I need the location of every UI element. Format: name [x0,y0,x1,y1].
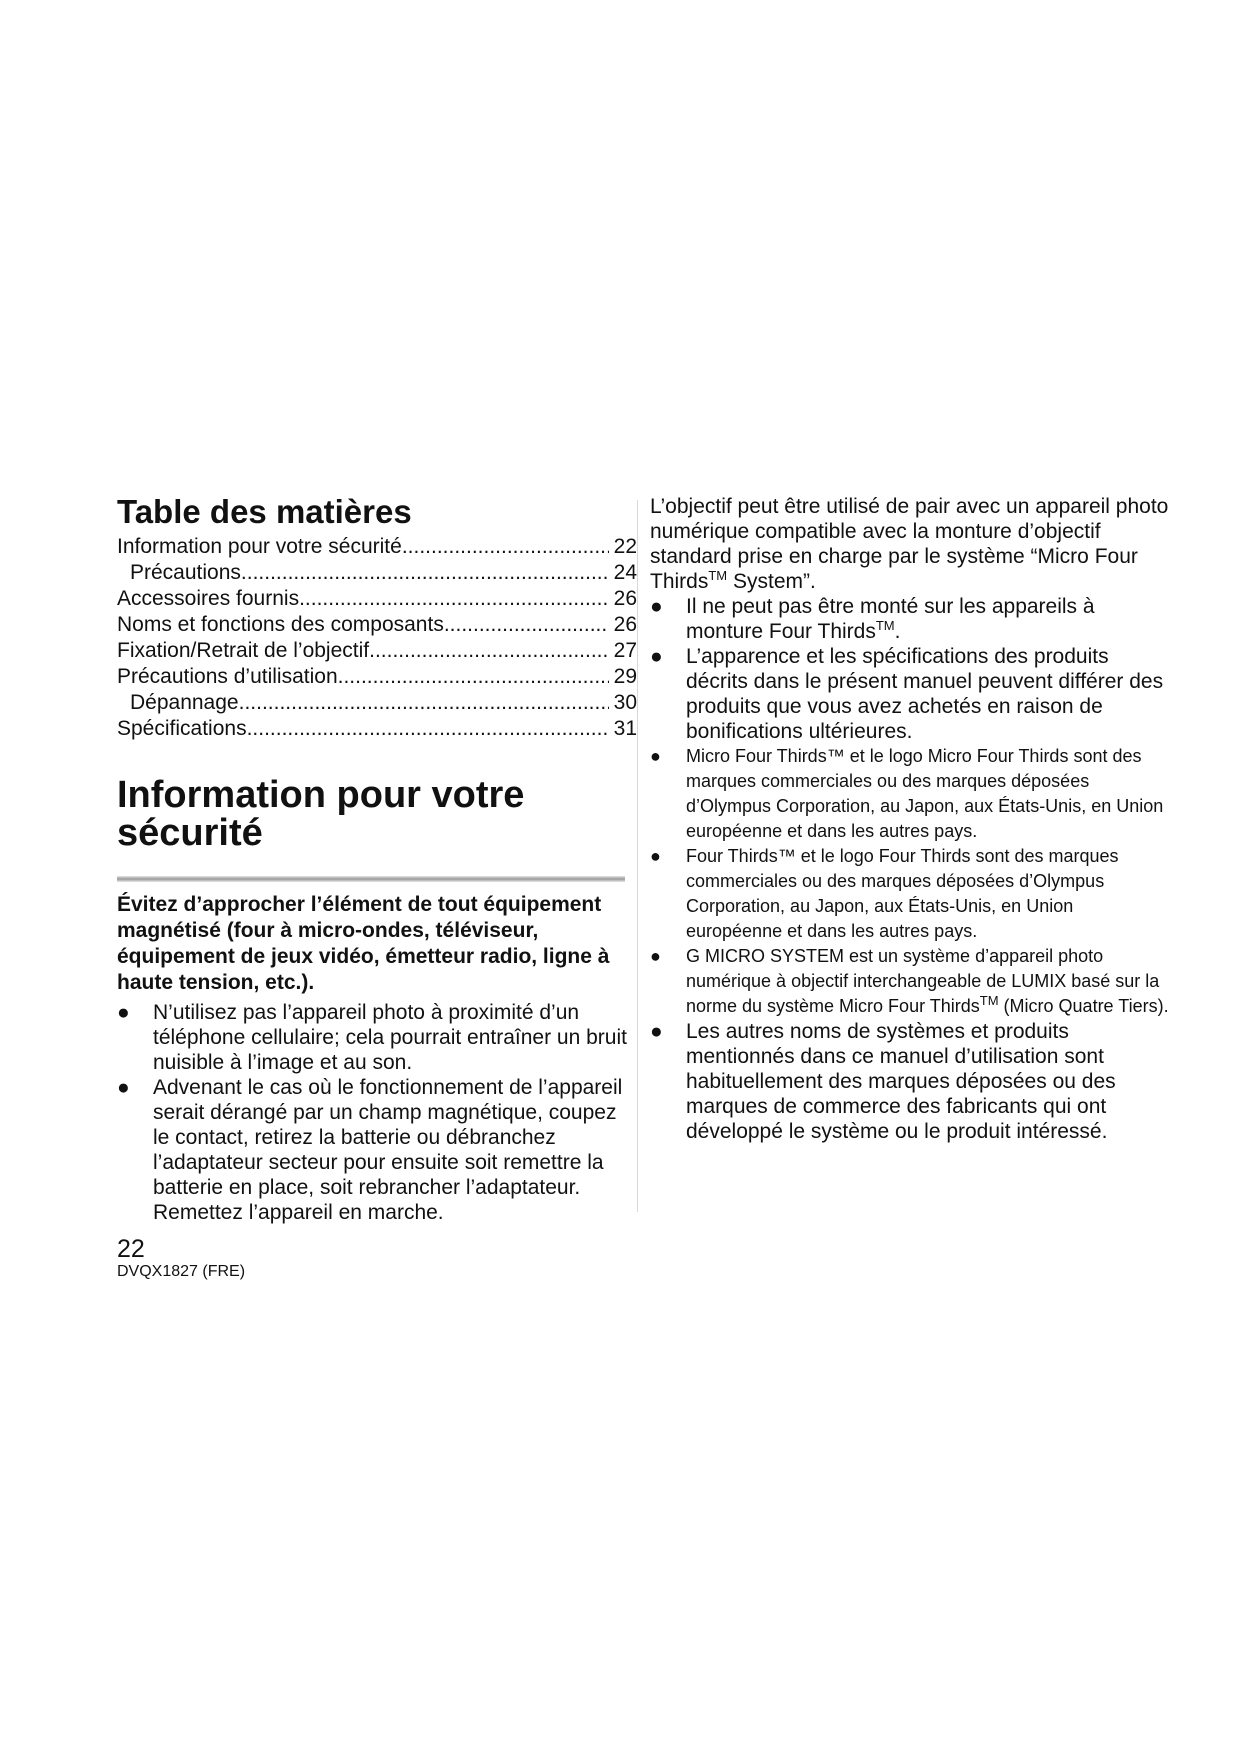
toc-entry-page: 22 [613,535,637,558]
info-bullet-text: Les autres noms de systèmes et produits mentionnés dans ce manuel d’utilisation sont habituellement des marques déposées ou des marques de commerce des fabricants qui ont développé le système ou le produit intéressé. [686,1020,1116,1143]
left-column [117,492,637,1281]
safety-title-line2: sécurité [117,812,263,854]
section-rule [117,876,625,882]
info-bullet [650,594,1170,644]
info-bullet [650,1019,1170,1144]
mount-note: Il ne peut pas être monté sur les appareils à monture Four Thirds [686,595,1095,643]
toc-entry [117,612,637,638]
mount-note-end: . [894,620,901,643]
g-micro-note-end: (Micro Quatre Tiers). [998,996,1169,1016]
bullet-icon: ● [650,1020,663,1043]
toc-entry-label: Information pour votre sécurité [117,535,402,558]
lens-compatibility-intro [650,494,1170,594]
toc-entry [117,534,637,560]
toc-entry [117,664,637,690]
toc-leader-dots [369,638,609,664]
toc-entry-label: Précautions d’utilisation [117,665,338,688]
bullet-icon: ● [650,946,661,966]
info-bullet-text: L’apparence et les spécifications des produits décrits dans le présent manuel peuvent différer des produits que vous avez achetés en raison de bonifications ultérieures. [686,645,1164,743]
toc-entry-page: 24 [613,561,637,584]
safety-title [117,776,637,852]
toc-leader-dots [241,560,609,586]
toc-entry-page: 30 [613,691,637,714]
safety-bullet [117,1000,637,1075]
toc-entry-page: 26 [613,587,637,610]
toc-entry-page: 27 [613,639,637,662]
bullet-icon: ● [650,846,661,866]
info-bullet-text [668,944,1170,1019]
toc-leader-dots [239,690,609,716]
bullet-icon: ● [650,645,663,668]
toc-entry-label: Spécifications [117,717,247,740]
info-bullet-text [668,594,1170,644]
toc-entry-page: 29 [613,665,637,688]
toc-leader-dots [338,664,609,690]
info-bullet [650,944,1170,1019]
info-bullet [650,644,1170,744]
bullet-icon: ● [650,595,663,618]
bullet-icon: ● [650,746,661,766]
info-bullet-text: Four Thirds™ et le logo Four Thirds sont des marques commerciales ou des marques déposées d’Olympus Corporation, au Japon, aux États-Unis, en Union européenne et dans les autres pays. [686,846,1119,941]
bullet-icon: ● [117,1076,130,1099]
info-bullet-text: Micro Four Thirds™ et le logo Micro Four Thirds sont des marques commerciales ou des marques déposées d’Olympus Corporation, au Japon, aux États-Unis, en Union européenne et dans les autres pays. [686,746,1164,841]
toc-leader-dots [247,716,609,742]
intro-text-end: System”. [727,570,816,593]
toc-entry-page: 31 [613,717,637,740]
safety-title-line1: Information pour votre [117,774,525,816]
toc-entry [117,690,637,716]
trademark-sup: TM [708,568,728,583]
bullet-icon: ● [117,1001,130,1024]
toc-entry-label: Accessoires fournis [117,587,300,610]
toc-leader-dots [299,586,609,612]
document-code: DVQX1827 (FRE) [117,1263,246,1280]
column-divider [637,500,638,1212]
safety-bullet [117,1075,637,1225]
safety-bullet-text: Advenant le cas où le fonctionnement de l’appareil serait dérangé par un champ magnétique, coupez le contact, retirez la batterie ou débranchez l’adaptateur secteur pour ensuite soit remettre la batterie en place, soit rebrancher l’adaptateur. Remettez l’appareil en marche. [153,1076,623,1224]
safety-bullet-text: N’utilisez pas l’appareil photo à proximité d’un téléphone cellulaire; cela pourrait entraîner un bruit nuisible à l’image et au son. [153,1001,627,1074]
toc-leader-dots [402,534,609,560]
toc-entry [117,586,637,612]
info-bullet [650,844,1170,944]
trademark-sup: TM [875,618,895,633]
toc-leader-dots [444,612,609,638]
intro-text: L’objectif peut être utilisé de pair avec un appareil photo numérique compatible avec la monture d’objectif standard prise en charge par le système “Micro Four Thirds [650,495,1169,593]
toc-entry-page: 26 [613,613,637,636]
toc-entry [117,560,637,586]
info-bullet [650,744,1170,844]
toc-entry-label: Précautions [130,561,241,584]
toc-entry [117,638,637,664]
magnetic-warning: Évitez d’approcher l’élément de tout équipement magnétisé (four à micro-ondes, téléviseur, équipement de jeux vidéo, émetteur radio, ligne à haute tension, etc.). [117,893,610,994]
toc-entry-label: Noms et fonctions des composants [117,613,444,636]
trademark-sup: TM [979,993,999,1008]
toc-list [117,534,637,742]
toc-entry-label: Dépannage [130,691,239,714]
right-column [650,494,1170,1144]
g-micro-note: G MICRO SYSTEM est un système d’appareil photo numérique à objectif interchangeable de LUMIX basé sur la norme du système Micro Four Thirds [686,946,1160,1016]
toc-entry-label: Fixation/Retrait de l’objectif [117,639,370,662]
toc-title: Table des matières [117,493,412,530]
page-number: 22 [117,1235,145,1263]
toc-entry [117,716,637,742]
